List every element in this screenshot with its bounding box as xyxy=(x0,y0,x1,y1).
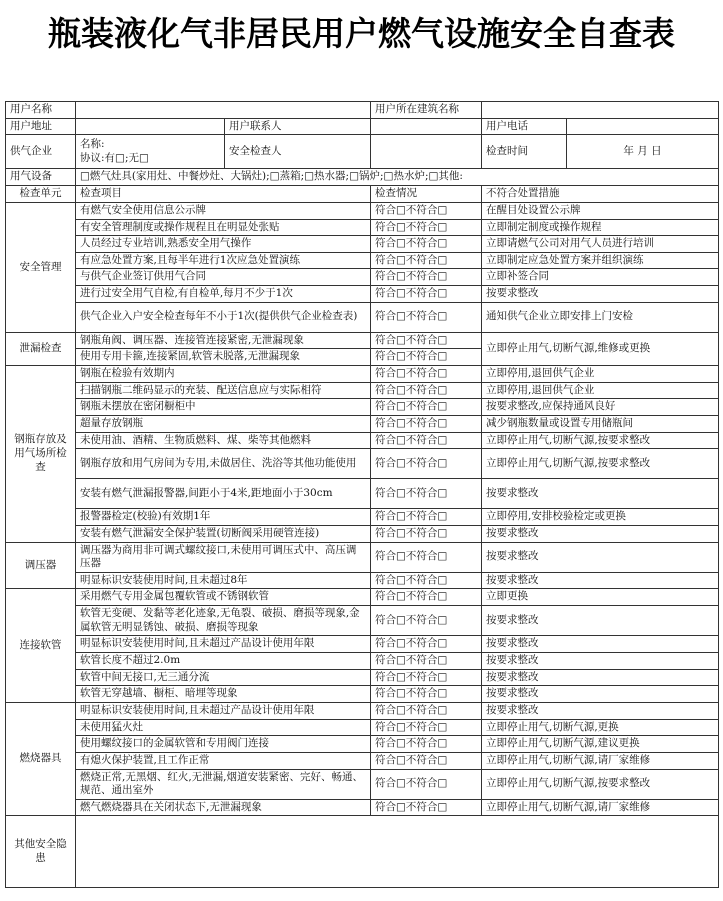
table-row xyxy=(6,636,719,653)
status-checkbox[interactable]: 符合□不符合□ xyxy=(371,432,482,449)
inspector-field[interactable] xyxy=(371,135,482,169)
check-item: 有熄火保护装置,且工作正常 xyxy=(76,752,371,769)
status-checkbox[interactable]: 符合□不符合□ xyxy=(371,366,482,383)
other-hazards-label: 其他安全隐患 xyxy=(6,816,76,888)
action-text: 按要求整改 xyxy=(482,525,719,542)
check-item: 使用专用卡箍,连接紧固,软管未脱落,无泄漏现象 xyxy=(76,349,371,366)
column-status: 检查情况 xyxy=(371,186,482,203)
table-row xyxy=(6,479,719,509)
action-text: 按要求整改 xyxy=(482,542,719,572)
table-row xyxy=(6,219,719,236)
table-row xyxy=(6,525,719,542)
action-text: 减少钢瓶数量或设置专用储瓶间 xyxy=(482,415,719,432)
status-checkbox[interactable]: 符合□不符合□ xyxy=(371,702,482,719)
table-row xyxy=(6,382,719,399)
check-item: 钢瓶角阀、调压器、连接管连接紧密,无泄漏现象 xyxy=(76,332,371,349)
check-item: 软管长度不超过2.0m xyxy=(76,653,371,670)
column-unit: 检查单元 xyxy=(6,186,76,203)
action-text: 按要求整改,应保持通风良好 xyxy=(482,399,719,416)
column-action: 不符合处置措施 xyxy=(482,186,719,203)
table-row xyxy=(6,202,719,219)
table-row xyxy=(6,449,719,479)
status-checkbox[interactable]: 符合□不符合□ xyxy=(371,525,482,542)
status-checkbox[interactable]: 符合□不符合□ xyxy=(371,769,482,799)
action-text: 按要求整改 xyxy=(482,686,719,703)
phone-field[interactable] xyxy=(567,118,719,135)
user-name-field[interactable] xyxy=(76,102,371,119)
status-checkbox[interactable]: 符合□不符合□ xyxy=(371,219,482,236)
action-text: 按要求整改 xyxy=(482,636,719,653)
check-item: 报警器检定(校验)有效期1年 xyxy=(76,509,371,526)
action-text: 通知供气企业立即安排上门安检 xyxy=(482,302,719,332)
supplier-name-label: 名称: xyxy=(80,138,105,151)
check-item: 未使用猛火灶 xyxy=(76,719,371,736)
other-hazards-field[interactable] xyxy=(76,816,719,888)
action-text: 按要求整改 xyxy=(482,606,719,636)
other-hazards-row xyxy=(6,816,719,888)
address-label: 用户地址 xyxy=(6,118,76,135)
user-name-label: 用户名称 xyxy=(6,102,76,119)
table-row xyxy=(6,542,719,572)
table-row xyxy=(6,606,719,636)
table-row xyxy=(6,509,719,526)
action-text: 立即制定应急处置方案并组织演练 xyxy=(482,252,719,269)
check-item: 明显标识安装使用时间,且未超过产品设计使用年限 xyxy=(76,702,371,719)
action-text: 立即停止用气,切断气源,按要求整改 xyxy=(482,449,719,479)
inspection-form xyxy=(5,101,719,888)
supplier-label: 供气企业 xyxy=(6,135,76,169)
check-item: 有燃气安全使用信息公示牌 xyxy=(76,202,371,219)
status-checkbox[interactable]: 符合□不符合□ xyxy=(371,509,482,526)
status-checkbox[interactable]: 符合□不符合□ xyxy=(371,286,482,303)
table-row xyxy=(6,399,719,416)
action-text: 按要求整改 xyxy=(482,572,719,589)
check-item: 有应急处置方案,且每半年进行1次应急处置演练 xyxy=(76,252,371,269)
status-checkbox[interactable]: 符合□不符合□ xyxy=(371,269,482,286)
section-unit: 连接软管 xyxy=(6,589,76,702)
building-field[interactable] xyxy=(482,102,719,119)
check-item: 钢瓶在检验有效期内 xyxy=(76,366,371,383)
section-unit: 钢瓶存放及用气场所检查 xyxy=(6,366,76,542)
check-item: 人员经过专业培训,熟悉安全用气操作 xyxy=(76,236,371,253)
check-item: 扫描钢瓶二维码显示的充装、配送信息应与实际相符 xyxy=(76,382,371,399)
action-text: 按要求整改 xyxy=(482,669,719,686)
check-item: 钢瓶未摆放在密闭橱柜中 xyxy=(76,399,371,416)
status-checkbox[interactable]: 符合□不符合□ xyxy=(371,349,482,366)
action-text: 立即停止用气,切断气源,维修或更换 xyxy=(482,332,719,365)
equipment-label: 用气设备 xyxy=(6,169,76,186)
status-checkbox[interactable]: 符合□不符合□ xyxy=(371,542,482,572)
check-item: 有安全管理制度或操作规程且在明显处张贴 xyxy=(76,219,371,236)
check-item: 调压器为商用非可调式螺纹接口,未使用可调压式中、高压调压器 xyxy=(76,542,371,572)
check-item: 燃烧正常,无黑烟、红火,无泄漏,烟道安装紧密、完好、畅通、规范、通出室外 xyxy=(76,769,371,799)
check-item: 与供气企业签订供用气合同 xyxy=(76,269,371,286)
status-checkbox[interactable]: 符合□不符合□ xyxy=(371,736,482,753)
action-text: 立即停止用气,切断气源,更换 xyxy=(482,719,719,736)
table-row xyxy=(6,269,719,286)
action-text: 立即停用,退回供气企业 xyxy=(482,382,719,399)
table-row xyxy=(6,769,719,799)
check-item: 燃气燃烧器具在关闭状态下,无泄漏现象 xyxy=(76,799,371,816)
section-unit: 安全管理 xyxy=(6,202,76,332)
check-item: 明显标识安装使用时间,且未超过产品设计使用年限 xyxy=(76,636,371,653)
section-unit: 燃烧器具 xyxy=(6,702,76,815)
status-checkbox[interactable]: 符合□不符合□ xyxy=(371,653,482,670)
status-checkbox[interactable]: 符合□不符合□ xyxy=(371,636,482,653)
check-item: 明显标识安装使用时间,且未超过8年 xyxy=(76,572,371,589)
status-checkbox[interactable]: 符合□不符合□ xyxy=(371,202,482,219)
status-checkbox[interactable]: 符合□不符合□ xyxy=(371,719,482,736)
table-row xyxy=(6,589,719,606)
action-text: 立即停止用气,切断气源,按要求整改 xyxy=(482,769,719,799)
table-row xyxy=(6,653,719,670)
status-checkbox[interactable]: 符合□不符合□ xyxy=(371,302,482,332)
equipment-options[interactable]: □燃气灶具(家用灶、中餐炒灶、大锅灶);□蒸箱;□热水器;□锅炉;□热水炉;□其他: xyxy=(76,169,719,186)
phone-label: 用户电话 xyxy=(482,118,567,135)
check-item: 使用螺纹接口的金属软管和专用阀门连接 xyxy=(76,736,371,753)
check-item: 未使用油、酒精、生物质燃料、煤、柴等其他燃料 xyxy=(76,432,371,449)
action-text: 立即制定制度或操作规程 xyxy=(482,219,719,236)
action-text: 立即停止用气,切断气源,请厂家维修 xyxy=(482,799,719,816)
table-row xyxy=(6,236,719,253)
action-text: 按要求整改 xyxy=(482,653,719,670)
status-checkbox[interactable]: 符合□不符合□ xyxy=(371,606,482,636)
table-row xyxy=(6,332,719,349)
action-text: 立即停止用气,切断气源,请厂家维修 xyxy=(482,752,719,769)
status-checkbox[interactable]: 符合□不符合□ xyxy=(371,572,482,589)
check-item: 安装有燃气泄漏报警器,间距小于4米,距地面小于30cm xyxy=(76,479,371,509)
table-row xyxy=(6,752,719,769)
table-row xyxy=(6,415,719,432)
status-checkbox[interactable]: 符合□不符合□ xyxy=(371,479,482,509)
table-row xyxy=(6,669,719,686)
action-text: 立即更换 xyxy=(482,589,719,606)
status-checkbox[interactable]: 符合□不符合□ xyxy=(371,799,482,816)
section-unit: 泄漏检查 xyxy=(6,332,76,365)
status-checkbox[interactable]: 符合□不符合□ xyxy=(371,399,482,416)
check-item: 钢瓶存放和用气房间为专用,未做居住、洗浴等其他功能使用 xyxy=(76,449,371,479)
action-text: 立即停止用气,切断气源,建议更换 xyxy=(482,736,719,753)
table-row xyxy=(6,686,719,703)
table-row xyxy=(6,736,719,753)
contact-field[interactable] xyxy=(371,118,482,135)
page-title: 瓶装液化气非居民用户燃气设施安全自查表 xyxy=(48,14,675,53)
contact-label: 用户联系人 xyxy=(225,118,371,135)
check-item: 超量存放钢瓶 xyxy=(76,415,371,432)
check-item: 软管无穿越墙、橱柜、暗埋等现象 xyxy=(76,686,371,703)
supplier-field[interactable] xyxy=(76,135,225,169)
column-header-row xyxy=(6,186,719,203)
check-item: 采用燃气专用金属包覆软管或不锈钢软管 xyxy=(76,589,371,606)
check-item: 供气企业入户安全检查每年不小于1次(提供供气企业检查表) xyxy=(76,302,371,332)
check-item: 软管中间无接口,无三通分流 xyxy=(76,669,371,686)
table-row xyxy=(6,702,719,719)
action-text: 立即停用,退回供气企业 xyxy=(482,366,719,383)
action-text: 立即补签合同 xyxy=(482,269,719,286)
inspector-label: 安全检查人 xyxy=(225,135,371,169)
table-row xyxy=(6,799,719,816)
check-item: 安装有燃气泄漏安全保护装置(切断阀采用硬管连接) xyxy=(76,525,371,542)
building-label: 用户所在建筑名称 xyxy=(371,102,482,119)
table-row xyxy=(6,719,719,736)
column-item: 检查项目 xyxy=(76,186,371,203)
table-row xyxy=(6,286,719,303)
check-item: 软管无变硬、发黏等老化迹象,无龟裂、破损、磨损等现象,金属软管无明显锈蚀、破损、磨损等现象 xyxy=(76,606,371,636)
action-text: 在醒目处设置公示牌 xyxy=(482,202,719,219)
date-label: 检查时间 xyxy=(482,135,567,169)
status-checkbox[interactable]: 符合□不符合□ xyxy=(371,589,482,606)
check-item: 进行过安全用气自检,有自检单,每月不少于1次 xyxy=(76,286,371,303)
section-unit: 调压器 xyxy=(6,542,76,589)
table-row xyxy=(6,572,719,589)
status-checkbox[interactable]: 符合□不符合□ xyxy=(371,252,482,269)
table-row xyxy=(6,432,719,449)
status-checkbox[interactable]: 符合□不符合□ xyxy=(371,236,482,253)
status-checkbox[interactable]: 符合□不符合□ xyxy=(371,686,482,703)
table-row xyxy=(6,366,719,383)
action-text: 立即停用,安排校验检定或更换 xyxy=(482,509,719,526)
agreement-label[interactable]: 协议:有□;无□ xyxy=(80,151,149,164)
status-checkbox[interactable]: 符合□不符合□ xyxy=(371,449,482,479)
action-text: 按要求整改 xyxy=(482,479,719,509)
table-row xyxy=(6,302,719,332)
table-row xyxy=(6,252,719,269)
action-text: 立即停止用气,切断气源,按要求整改 xyxy=(482,432,719,449)
action-text: 按要求整改 xyxy=(482,702,719,719)
status-checkbox[interactable]: 符合□不符合□ xyxy=(371,382,482,399)
status-checkbox[interactable]: 符合□不符合□ xyxy=(371,332,482,349)
status-checkbox[interactable]: 符合□不符合□ xyxy=(371,752,482,769)
address-field[interactable] xyxy=(76,118,225,135)
action-text: 按要求整改 xyxy=(482,286,719,303)
status-checkbox[interactable]: 符合□不符合□ xyxy=(371,415,482,432)
action-text: 立即请燃气公司对用气人员进行培训 xyxy=(482,236,719,253)
status-checkbox[interactable]: 符合□不符合□ xyxy=(371,669,482,686)
date-field[interactable]: 年 月 日 xyxy=(567,135,719,169)
